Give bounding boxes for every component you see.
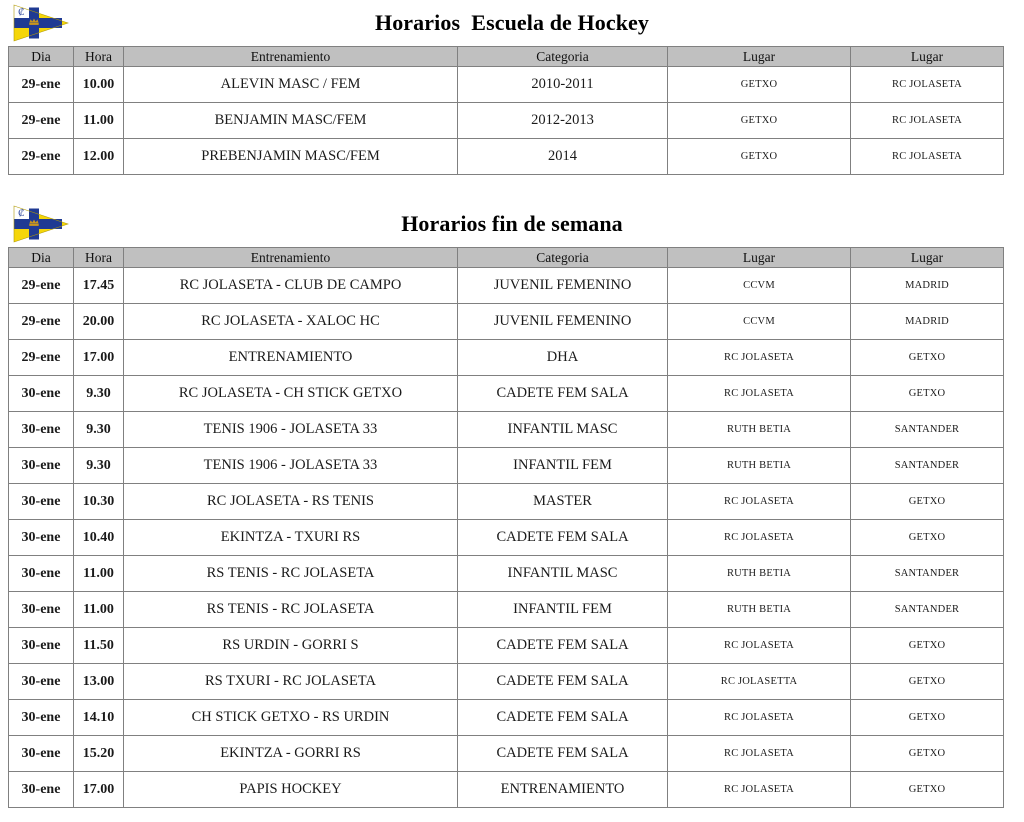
- table-row: [9, 139, 1004, 175]
- table-row: [9, 772, 1004, 808]
- cell-dia: 30-ene: [9, 484, 74, 520]
- cell-dia: 30-ene: [9, 772, 74, 808]
- cell-entrenamiento: RS URDIN - GORRI S: [124, 628, 458, 664]
- cell-lugar-2: GETXO: [851, 484, 1004, 520]
- section-header-escuela: [0, 0, 1024, 46]
- cell-entrenamiento: TENIS 1906 - JOLASETA 33: [124, 448, 458, 484]
- cell-lugar-2: RC JOLASETA: [851, 67, 1004, 103]
- cell-hora: 9.30: [74, 376, 124, 412]
- cell-lugar-1: RC JOLASETA: [668, 628, 851, 664]
- cell-lugar-1: RC JOLASETTA: [668, 664, 851, 700]
- column-header-categoria: Categoria: [458, 47, 668, 67]
- cell-categoria: CADETE FEM SALA: [458, 376, 668, 412]
- cell-lugar-2: GETXO: [851, 628, 1004, 664]
- cell-hora: 9.30: [74, 412, 124, 448]
- column-header-lugar-2: Lugar: [851, 248, 1004, 268]
- table-row: [9, 628, 1004, 664]
- cell-categoria: INFANTIL FEM: [458, 592, 668, 628]
- cell-dia: 30-ene: [9, 736, 74, 772]
- cell-hora: 15.20: [74, 736, 124, 772]
- cell-categoria: CADETE FEM SALA: [458, 664, 668, 700]
- cell-lugar-2: GETXO: [851, 664, 1004, 700]
- cell-lugar-1: RUTH BETIA: [668, 592, 851, 628]
- column-header-lugar-2: Lugar: [851, 47, 1004, 67]
- club-burgee-icon: [10, 204, 74, 244]
- cell-lugar-2: SANTANDER: [851, 592, 1004, 628]
- table-row: [9, 304, 1004, 340]
- table-row: [9, 592, 1004, 628]
- cell-lugar-1: RC JOLASETA: [668, 736, 851, 772]
- table-row: [9, 376, 1004, 412]
- cell-entrenamiento: PAPIS HOCKEY: [124, 772, 458, 808]
- cell-categoria: 2014: [458, 139, 668, 175]
- column-header-hora: Hora: [74, 47, 124, 67]
- cell-categoria: JUVENIL FEMENINO: [458, 268, 668, 304]
- cell-lugar-1: RUTH BETIA: [668, 556, 851, 592]
- page-title-fin-de-semana: Horarios fin de semana: [401, 211, 623, 236]
- cell-dia: 30-ene: [9, 520, 74, 556]
- cell-lugar-2: GETXO: [851, 520, 1004, 556]
- cell-entrenamiento: EKINTZA - TXURI RS: [124, 520, 458, 556]
- cell-lugar-2: GETXO: [851, 376, 1004, 412]
- table-row: [9, 412, 1004, 448]
- cell-hora: 10.30: [74, 484, 124, 520]
- cell-dia: 29-ene: [9, 304, 74, 340]
- cell-entrenamiento: ALEVIN MASC / FEM: [124, 67, 458, 103]
- cell-lugar-1: RC JOLASETA: [668, 484, 851, 520]
- cell-categoria: DHA: [458, 340, 668, 376]
- column-header-lugar-1: Lugar: [668, 248, 851, 268]
- table-row: [9, 340, 1004, 376]
- cell-entrenamiento: RS TXURI - RC JOLASETA: [124, 664, 458, 700]
- cell-hora: 10.40: [74, 520, 124, 556]
- cell-dia: 29-ene: [9, 67, 74, 103]
- table-row: [9, 103, 1004, 139]
- cell-lugar-2: SANTANDER: [851, 412, 1004, 448]
- cell-entrenamiento: ENTRENAMIENTO: [124, 340, 458, 376]
- cell-dia: 30-ene: [9, 448, 74, 484]
- svg-text:₡: ₡: [18, 208, 25, 218]
- cell-categoria: JUVENIL FEMENINO: [458, 304, 668, 340]
- cell-entrenamiento: RC JOLASETA - CLUB DE CAMPO: [124, 268, 458, 304]
- table-row: [9, 700, 1004, 736]
- table-row: [9, 664, 1004, 700]
- section-header-fin-de-semana: [0, 201, 1024, 247]
- cell-lugar-1: GETXO: [668, 139, 851, 175]
- cell-hora: 17.45: [74, 268, 124, 304]
- section-spacer: [0, 175, 1024, 201]
- cell-hora: 17.00: [74, 772, 124, 808]
- table-header-row: [9, 47, 1004, 67]
- cell-entrenamiento: RC JOLASETA - XALOC HC: [124, 304, 458, 340]
- cell-entrenamiento: PREBENJAMIN MASC/FEM: [124, 139, 458, 175]
- cell-hora: 11.50: [74, 628, 124, 664]
- cell-lugar-1: RC JOLASETA: [668, 340, 851, 376]
- cell-lugar-1: RUTH BETIA: [668, 412, 851, 448]
- column-header-entrenamiento: Entrenamiento: [124, 47, 458, 67]
- cell-dia: 30-ene: [9, 376, 74, 412]
- cell-dia: 30-ene: [9, 628, 74, 664]
- cell-lugar-1: CCVM: [668, 304, 851, 340]
- table-row: [9, 520, 1004, 556]
- cell-categoria: INFANTIL FEM: [458, 448, 668, 484]
- cell-hora: 11.00: [74, 556, 124, 592]
- cell-lugar-2: RC JOLASETA: [851, 103, 1004, 139]
- cell-dia: 29-ene: [9, 139, 74, 175]
- cell-dia: 29-ene: [9, 268, 74, 304]
- column-header-hora: Hora: [74, 248, 124, 268]
- cell-lugar-2: GETXO: [851, 700, 1004, 736]
- schedule-table-fin-de-semana: [8, 247, 1004, 808]
- cell-entrenamiento: RS TENIS - RC JOLASETA: [124, 592, 458, 628]
- cell-lugar-2: GETXO: [851, 736, 1004, 772]
- cell-lugar-2: RC JOLASETA: [851, 139, 1004, 175]
- cell-lugar-1: RC JOLASETA: [668, 520, 851, 556]
- table-row: [9, 67, 1004, 103]
- cell-dia: 30-ene: [9, 592, 74, 628]
- cell-categoria: 2012-2013: [458, 103, 668, 139]
- cell-hora: 13.00: [74, 664, 124, 700]
- cell-lugar-1: RC JOLASETA: [668, 772, 851, 808]
- table-row: [9, 268, 1004, 304]
- cell-dia: 29-ene: [9, 340, 74, 376]
- cell-categoria: CADETE FEM SALA: [458, 628, 668, 664]
- column-header-dia: Dia: [9, 248, 74, 268]
- cell-categoria: CADETE FEM SALA: [458, 520, 668, 556]
- cell-categoria: CADETE FEM SALA: [458, 736, 668, 772]
- cell-hora: 14.10: [74, 700, 124, 736]
- cell-dia: 29-ene: [9, 103, 74, 139]
- column-header-entrenamiento: Entrenamiento: [124, 248, 458, 268]
- cell-categoria: 2010-2011: [458, 67, 668, 103]
- cell-dia: 30-ene: [9, 700, 74, 736]
- cell-lugar-2: MADRID: [851, 268, 1004, 304]
- cell-dia: 30-ene: [9, 556, 74, 592]
- cell-categoria: INFANTIL MASC: [458, 556, 668, 592]
- cell-lugar-2: GETXO: [851, 772, 1004, 808]
- cell-lugar-2: MADRID: [851, 304, 1004, 340]
- column-header-lugar-1: Lugar: [668, 47, 851, 67]
- cell-dia: 30-ene: [9, 664, 74, 700]
- column-header-dia: Dia: [9, 47, 74, 67]
- cell-hora: 10.00: [74, 67, 124, 103]
- schedule-table-escuela: [8, 46, 1004, 175]
- cell-hora: 11.00: [74, 103, 124, 139]
- cell-lugar-1: GETXO: [668, 67, 851, 103]
- table-row: [9, 448, 1004, 484]
- cell-categoria: ENTRENAMIENTO: [458, 772, 668, 808]
- table-row: [9, 556, 1004, 592]
- cell-entrenamiento: CH STICK GETXO - RS URDIN: [124, 700, 458, 736]
- cell-entrenamiento: RS TENIS - RC JOLASETA: [124, 556, 458, 592]
- svg-text:₡: ₡: [18, 7, 25, 17]
- table-row: [9, 484, 1004, 520]
- column-header-categoria: Categoria: [458, 248, 668, 268]
- cell-lugar-1: RC JOLASETA: [668, 376, 851, 412]
- cell-entrenamiento: RC JOLASETA - RS TENIS: [124, 484, 458, 520]
- cell-lugar-1: GETXO: [668, 103, 851, 139]
- table-header-row: [9, 248, 1004, 268]
- cell-hora: 9.30: [74, 448, 124, 484]
- cell-dia: 30-ene: [9, 412, 74, 448]
- cell-entrenamiento: EKINTZA - GORRI RS: [124, 736, 458, 772]
- table-row: [9, 736, 1004, 772]
- page-title-escuela: Horarios Escuela de Hockey: [374, 10, 649, 35]
- cell-hora: 17.00: [74, 340, 124, 376]
- cell-lugar-2: SANTANDER: [851, 448, 1004, 484]
- cell-lugar-2: GETXO: [851, 340, 1004, 376]
- cell-entrenamiento: TENIS 1906 - JOLASETA 33: [124, 412, 458, 448]
- cell-categoria: INFANTIL MASC: [458, 412, 668, 448]
- cell-lugar-2: SANTANDER: [851, 556, 1004, 592]
- cell-hora: 11.00: [74, 592, 124, 628]
- cell-categoria: MASTER: [458, 484, 668, 520]
- cell-hora: 12.00: [74, 139, 124, 175]
- cell-hora: 20.00: [74, 304, 124, 340]
- cell-entrenamiento: BENJAMIN MASC/FEM: [124, 103, 458, 139]
- cell-entrenamiento: RC JOLASETA - CH STICK GETXO: [124, 376, 458, 412]
- cell-lugar-1: RUTH BETIA: [668, 448, 851, 484]
- cell-lugar-1: CCVM: [668, 268, 851, 304]
- cell-categoria: CADETE FEM SALA: [458, 700, 668, 736]
- cell-lugar-1: RC JOLASETA: [668, 700, 851, 736]
- club-burgee-icon: [10, 3, 74, 43]
